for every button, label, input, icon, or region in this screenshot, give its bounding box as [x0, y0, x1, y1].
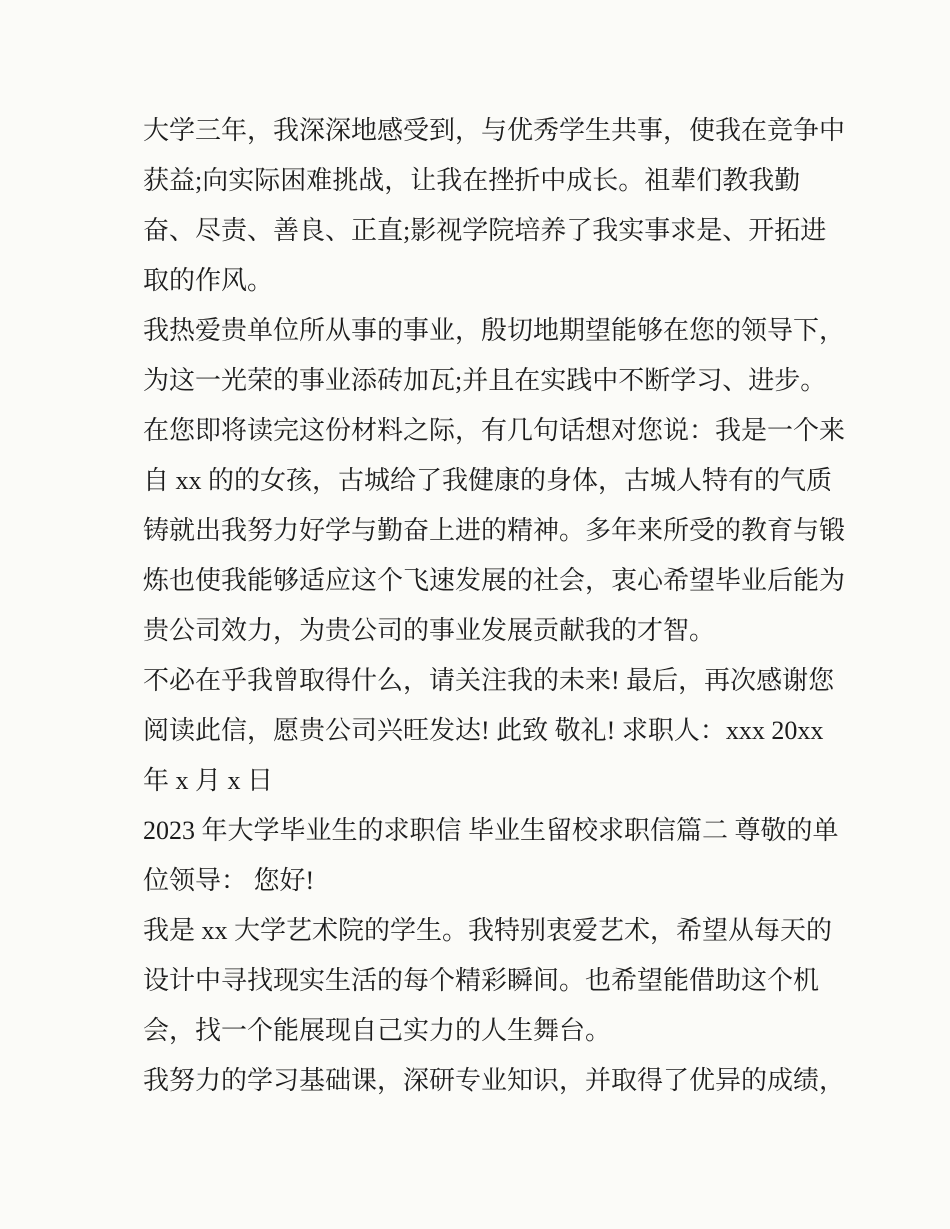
document-text — [143, 106, 855, 1106]
text-line: 为这一光荣的事业添砖加瓦;并且在实践中不断学习、进步。 — [143, 366, 827, 395]
text-line: 大学三年，我深深地感受到，与优秀学生共事，使我在竞争中 — [143, 116, 846, 145]
text-line: 位领导： 您好! — [143, 866, 315, 895]
text-line: 贵公司效力，为贵公司的事业发展贡献我的才智。 — [143, 616, 716, 645]
text-line: 年 x 月 x 日 — [143, 766, 274, 795]
text-line: 在您即将读完这份材料之际，有几句话想对您说：我是一个来 — [143, 416, 846, 445]
text-line: 设计中寻找现实生活的每个精彩瞬间。也希望能借助这个机 — [143, 966, 820, 995]
text-line: 获益;向实际困难挑战，让我在挫折中成长。祖辈们教我勤 — [143, 166, 801, 195]
text-line: 奋、尽责、善良、正直;影视学院培养了我实事求是、开拓进 — [143, 216, 827, 245]
text-line: 炼也使我能够适应这个飞速发展的社会，衷心希望毕业后能为 — [143, 566, 846, 595]
text-line: 我努力的学习基础课，深研专业知识，并取得了优异的成绩， — [143, 1066, 846, 1095]
text-line: 不必在乎我曾取得什么，请关注我的未来! 最后，再次感谢您 — [143, 666, 835, 695]
text-line: 我热爱贵单位所从事的事业，殷切地期望能够在您的领导下， — [143, 316, 846, 345]
text-line: 自 xx 的的女孩，古城给了我健康的身体，古城人特有的气质 — [143, 466, 833, 495]
text-line: 铸就出我努力好学与勤奋上进的精神。多年来所受的教育与锻 — [143, 516, 846, 545]
text-line: 会，找一个能展现自己实力的人生舞台。 — [143, 1016, 612, 1045]
text-line: 阅读此信，愿贵公司兴旺发达! 此致 敬礼! 求职人：xxx 20xx — [143, 716, 824, 745]
text-line: 2023 年大学毕业生的求职信 毕业生留校求职信篇二 尊敬的单 — [143, 816, 839, 845]
text-line: 我是 xx 大学艺术院的学生。我特别衷爱艺术，希望从每天的 — [143, 916, 833, 945]
text-line: 取的作风。 — [143, 266, 274, 295]
